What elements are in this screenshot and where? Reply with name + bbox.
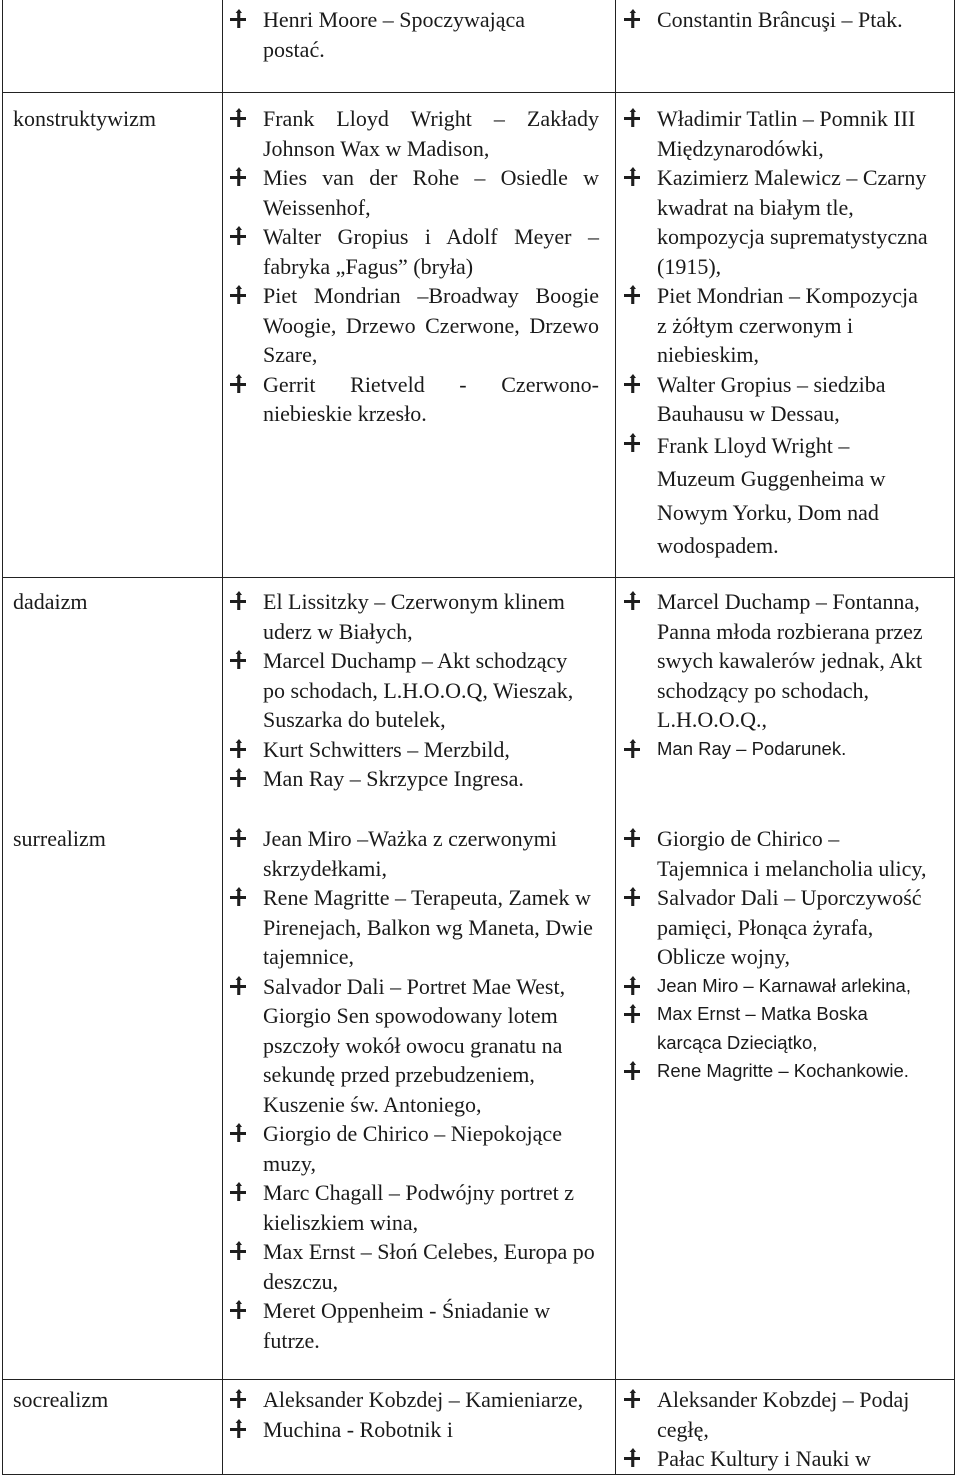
arrow-bullet-icon — [230, 976, 246, 995]
arrow-bullet-icon — [624, 9, 640, 28]
list-item-text: Mies van der Rohe – Osiedle w Weissenhof, — [263, 165, 599, 220]
list-item — [624, 972, 930, 1001]
list-item-text: El Lissitzky – Czerwonym klinem uderz w Białych, — [263, 589, 565, 644]
list-item — [624, 1385, 930, 1444]
arrow-bullet-icon — [230, 9, 246, 28]
list-item — [624, 370, 930, 429]
category-konstruktywizm: konstruktywizm — [13, 106, 156, 131]
arrow-bullet-icon — [624, 1004, 640, 1023]
arrow-bullet-icon — [624, 1061, 640, 1080]
konstruktywizm-works-col1 — [230, 104, 599, 429]
list-item-text: Piet Mondrian – Kompozycja z żółtym czerwonym i niebieskim, — [657, 283, 918, 367]
list-item — [230, 764, 590, 794]
arrow-bullet-icon — [230, 887, 246, 906]
list-item-text: Frank Lloyd Wright – Muzeum Guggenheima w Nowym Yorku, Dom nad wodospadem. — [657, 432, 886, 558]
category-socrealizm: socrealizm — [13, 1387, 109, 1412]
list-item — [230, 222, 599, 281]
surrealizm-works-col1 — [230, 824, 602, 1355]
list-item — [230, 1178, 602, 1237]
category-dadaizm: dadaizm — [13, 589, 88, 614]
arrow-bullet-icon — [624, 374, 640, 393]
list-item-text: Aleksander Kobzdej – Kamieniarze, — [263, 1387, 584, 1412]
arrow-bullet-icon — [624, 739, 640, 758]
list-item — [624, 281, 930, 370]
list-item-text: Walter Gropius i Adolf Meyer – fabryka „Fagus” (bryła) — [263, 224, 599, 279]
surrealizm-works-col2 — [624, 824, 930, 1086]
arrow-bullet-icon — [624, 433, 640, 452]
list-item — [624, 883, 930, 972]
list-item — [624, 104, 930, 163]
arrow-bullet-icon — [230, 108, 246, 127]
list-item — [230, 1385, 590, 1415]
arrow-bullet-icon — [230, 1419, 246, 1438]
list-item — [230, 735, 590, 765]
socrealizm-works-col2 — [624, 1385, 930, 1474]
list-item-text: Salvador Dali – Uporczywość pamięci, Płonąca żyrafa, Oblicze wojny, — [657, 885, 922, 969]
list-item-text: Man Ray – Skrzypce Ingresa. — [263, 766, 524, 791]
list-item-text: Giorgio de Chirico – Tajemnica i melancholia ulicy, — [657, 826, 927, 881]
list-item — [230, 972, 602, 1120]
list-item-text: Władimir Tatlin – Pomnik III Międzynarodówki, — [657, 106, 916, 161]
list-item — [230, 370, 599, 429]
konstruktywizm-works-col2 — [624, 104, 930, 563]
list-item-text: Aleksander Kobzdej – Podaj cegłę, — [657, 1387, 910, 1442]
arrow-bullet-icon — [230, 285, 246, 304]
list-item — [230, 1296, 602, 1355]
arrow-bullet-icon — [624, 1389, 640, 1408]
arrow-bullet-icon — [624, 591, 640, 610]
arrow-bullet-icon — [624, 1448, 640, 1467]
list-item — [230, 163, 599, 222]
list-item-text: Max Ernst – Słoń Celebes, Europa po deszczu, — [263, 1239, 595, 1294]
arrow-bullet-icon — [624, 887, 640, 906]
list-item — [230, 646, 590, 735]
row-1-works-col1 — [230, 5, 575, 64]
list-item-text: Kurt Schwitters – Merzbild, — [263, 736, 510, 762]
arrow-bullet-icon — [230, 1300, 246, 1319]
list-item — [624, 735, 930, 764]
arrow-bullet-icon — [230, 167, 246, 186]
arrow-bullet-icon — [624, 976, 640, 995]
list-item-text: Jean Miro – Karnawał arlekina, — [657, 974, 911, 996]
socrealizm-works-col1 — [230, 1385, 590, 1444]
list-item — [624, 5, 954, 35]
arrow-bullet-icon — [230, 1389, 246, 1408]
list-item — [230, 5, 575, 64]
list-item — [624, 163, 930, 281]
list-item — [230, 1119, 602, 1178]
list-item — [624, 1057, 930, 1086]
row-divider — [3, 577, 954, 578]
list-item — [624, 429, 930, 563]
list-item-text: Giorgio de Chirico – Niepokojące muzy, — [263, 1121, 562, 1176]
list-item-text: Pałac Kultury i Nauki w — [657, 1446, 871, 1471]
list-item-text: Rene Magritte – Kochankowie. — [657, 1060, 909, 1081]
list-item — [230, 281, 599, 370]
list-item-text: Marcel Duchamp – Akt schodzący po schodach, L.H.O.O.Q, Wieszak, Suszarka do butelek, — [263, 648, 574, 732]
list-item-text: Henri Moore – Spoczywająca postać. — [263, 7, 526, 62]
column-divider — [222, 0, 223, 1474]
list-item-text: Meret Oppenheim - Śniadanie w futrze. — [263, 1298, 551, 1353]
list-item-text: Gerrit Rietveld - Czerwono-niebieskie krzesło. — [263, 371, 599, 426]
list-item-text: Kazimierz Malewicz – Czarny kwadrat na białym tle, kompozycja suprematystyczna (1915), — [657, 165, 928, 279]
arrow-bullet-icon — [624, 108, 640, 127]
row-divider — [3, 1379, 954, 1380]
list-item-text: Frank Lloyd Wright – Zakłady Johnson Wax w Madison, — [263, 106, 599, 161]
list-item-text: Walter Gropius – siedziba Bauhausu w Dessau, — [657, 371, 886, 426]
list-item-text: Salvador Dali – Portret Mae West, Giorgio Sen spowodowany lotem pszczoły wokół owocu granatu na sekundę przed przebudzeniem, Kuszenie św. Antoniego, — [263, 973, 566, 1117]
list-item-text: Piet Mondrian –Broadway Boogie Woogie, Drzewo Czerwone, Drzewo Szare, — [263, 283, 599, 367]
list-item-text: Marc Chagall – Podwójny portret z kieliszkiem wina, — [263, 1180, 574, 1235]
arrow-bullet-icon — [230, 374, 246, 393]
list-item — [230, 824, 602, 883]
arrow-bullet-icon — [624, 167, 640, 186]
category-surrealizm: surrealizm — [13, 826, 106, 851]
list-item — [230, 1415, 590, 1445]
arrow-bullet-icon — [230, 1123, 246, 1142]
arrow-bullet-icon — [230, 1241, 246, 1260]
arrow-bullet-icon — [230, 768, 246, 787]
dadaizm-works-col1 — [230, 587, 590, 794]
list-item-text: Jean Miro –Ważka z czerwonymi skrzydełkami, — [263, 826, 557, 881]
dadaizm-works-col2 — [624, 587, 930, 763]
list-item-text: Marcel Duchamp – Fontanna, Panna młoda rozbierana przez swych kawalerów jednak, Akt schodzący po schodach, L.H.O.O.Q., — [657, 589, 923, 732]
arrow-bullet-icon — [230, 226, 246, 245]
list-item — [230, 883, 602, 972]
arrow-bullet-icon — [230, 591, 246, 610]
list-item-text: Man Ray – Podarunek. — [657, 737, 847, 759]
column-divider — [615, 0, 616, 1474]
arrow-bullet-icon — [230, 1182, 246, 1201]
list-item — [230, 104, 599, 163]
list-item — [230, 1237, 602, 1296]
list-item — [624, 1444, 930, 1474]
arrow-bullet-icon — [230, 650, 246, 669]
list-item — [624, 1000, 930, 1057]
list-item — [230, 587, 590, 646]
arrow-bullet-icon — [230, 739, 246, 758]
arrow-bullet-icon — [624, 285, 640, 304]
list-item-text: Constantin Brâncuşi – Ptak. — [657, 7, 903, 32]
list-item — [624, 824, 930, 883]
list-item-text: Max Ernst – Matka Boska karcąca Dzieciątko, — [657, 1003, 868, 1053]
arrow-bullet-icon — [624, 828, 640, 847]
arrow-bullet-icon — [230, 828, 246, 847]
list-item-text: Muchina - Robotnik i — [263, 1416, 454, 1442]
list-item-text: Rene Magritte – Terapeuta, Zamek w Pirenejach, Balkon wg Maneta, Dwie tajemnice, — [263, 885, 593, 969]
list-item — [624, 587, 930, 735]
row-1-works-col2 — [624, 5, 954, 35]
row-divider — [3, 92, 954, 93]
